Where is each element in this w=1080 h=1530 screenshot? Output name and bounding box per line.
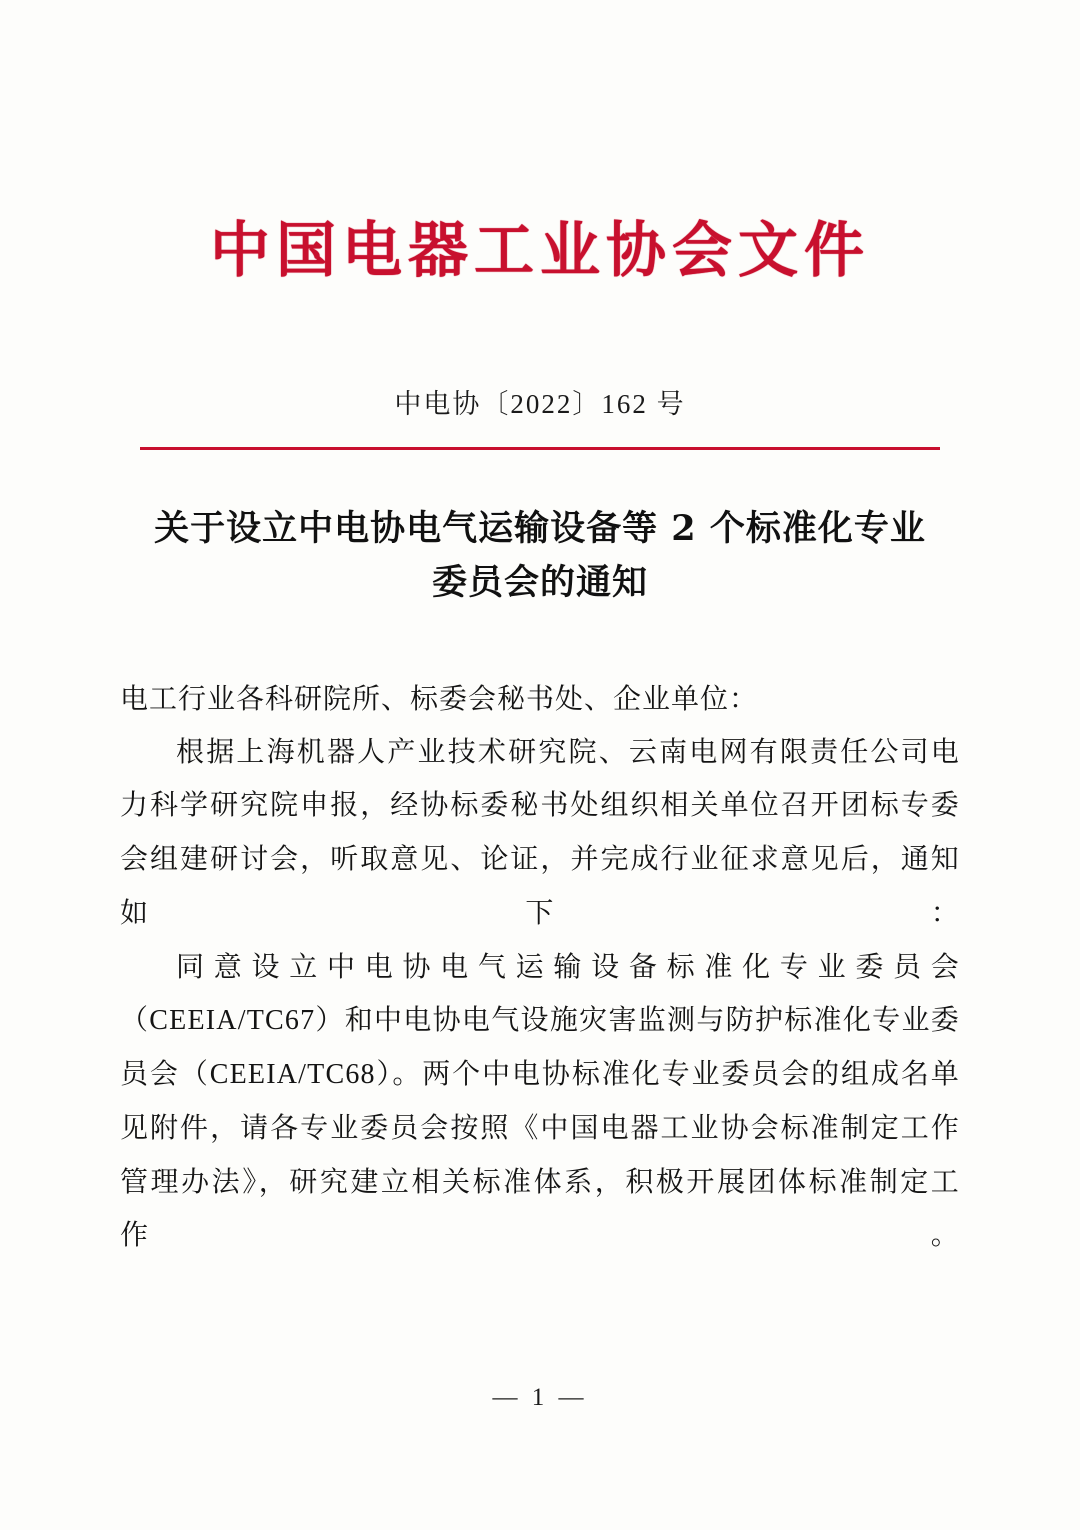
notice-title: 关于设立中电协电气运输设备等 2 个标准化专业委员会的通知	[154, 508, 926, 604]
red-divider-rule	[140, 447, 940, 450]
salutation-line: 电工行业各科研院所、标委会秘书处、企业单位：	[120, 683, 759, 715]
page-number-footer: — 1 —	[492, 1384, 588, 1411]
body-paragraph-1: 根据上海机器人产业技术研究院、云南电网有限责任公司电力科学研究院申报，经协标委秘书处组织相关单位召开团标专委会组建研讨会，听取意见、论证，并完成行业征求意见后，通知如下：	[120, 736, 960, 929]
document-header-title: 中国电器工业协会文件	[210, 216, 870, 286]
document-number: 中电协〔2022〕162 号	[394, 389, 686, 419]
body-paragraph-2: 同意设立中电协电气运输设备标准化专业委员会（CEEIA/TC67）和中电协电气设施灾害监测与防护标准化专业委员会（CEEIA/TC68）。两个中电协标准化专业委员会的组成名单见附件，请各专业委员会按照《中国电器工业协会标准制定工作管理办法》，研究建立相关标准体系，积极开展团体标准制定工作。	[120, 951, 960, 1252]
